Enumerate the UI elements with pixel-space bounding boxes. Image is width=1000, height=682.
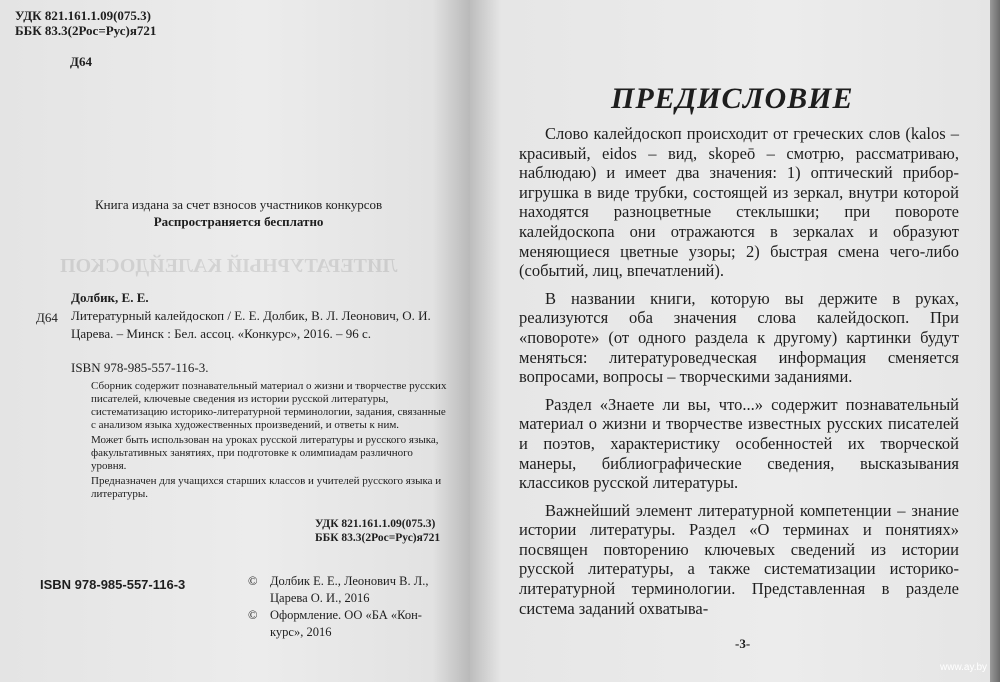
book-edge-shadow <box>990 0 1000 682</box>
copyright-text: Оформление. ОО «БА «Кон- <box>270 608 422 622</box>
annotation-paragraph: Сборник содержит познавательный материал о жизни и творчестве русских писателей, ключевые сведения из истории русской литературы, систематизацию историко-литературной терминологии, задания, связанные с анализом языка художественных произведений, и ответы к ним. <box>91 380 447 431</box>
udk-block-top <box>15 8 156 38</box>
copyright-line <box>248 573 428 590</box>
udk-line: УДК 821.161.1.09(075.3) <box>15 8 152 23</box>
free-distribution-line: Распространяется бесплатно <box>153 214 324 229</box>
copyright-line <box>248 624 428 641</box>
copyright-symbol <box>248 624 270 641</box>
annotation-paragraph: Может быть использован на уроках русской литературы и русского языка, факультативных занятиях, при подготовке к олимпиадам различного уровня. <box>91 434 439 472</box>
udk-line: УДК 821.161.1.09(075.3) <box>315 518 436 530</box>
foreword-paragraph: В названии книги, которую вы держите в руках, реализуются оба значения слова калейдоскоп. При «повороте» (от одного раздела к другому) картинки будут меняться: литературоведческая информация сменяется вопросами, вопросы – творческими заданиями. <box>519 288 959 387</box>
isbn-bottom: ISBN 978-985-557-116-3 <box>40 577 186 592</box>
foreword-paragraph: Важнейший элемент литературной компетенции – знание истории литературы. Раздел «О терминах и понятиях» посвящен повторению ключевых сведений из истории русской литературы, а также систематизации историко-литературной терминологии. Представленная в разделе система заданий охватыва- <box>519 500 959 618</box>
copyright-block <box>248 573 428 641</box>
bleed-through-text: ЛИТЕРАТУРНЫЙ КАЛЕЙДОСКОП <box>60 255 398 277</box>
funding-block <box>95 196 382 230</box>
copyright-line <box>248 607 428 624</box>
author-mark-top: Д64 <box>70 54 92 69</box>
copyright-symbol: © <box>248 608 258 622</box>
page-heading: ПРЕДИСЛОВИЕ <box>611 82 854 115</box>
catalog-entry <box>71 289 449 343</box>
copyright-symbol <box>248 590 270 607</box>
copyright-symbol: © <box>248 574 258 588</box>
annotation-paragraph: Предназначен для учащихся старших классов и учителей русского языка и литературы. <box>91 475 442 500</box>
left-page <box>0 0 470 682</box>
page-number: -3- <box>735 636 751 651</box>
foreword-paragraph: Раздел «Знаете ли вы, что...» содержит познавательный материал о жизни и творчестве известных русских писателей и поэтов, характеристику особенностей их творческой манеры, библиографические сведения, высказывания классиков русской литературы. <box>519 394 959 493</box>
catalog-author: Долбик, Е. Е. <box>71 290 149 305</box>
catalog-side-mark: Д64 <box>36 310 58 325</box>
isbn-line: ISBN 978-985-557-116-3. <box>71 360 209 375</box>
copyright-line <box>248 590 428 607</box>
foreword-body <box>519 124 959 626</box>
watermark: www.ay.by <box>940 662 988 673</box>
bbk-line: ББК 83.3(2Рос=Рус)я721 <box>15 23 157 38</box>
copyright-text: курс», 2016 <box>270 625 332 639</box>
catalog-description: Литературный калейдоскоп / Е. Е. Долбик, В. Л. Леонович, О. И. Царева. – Минск : Бел. ассоц. «Конкурс», 2016. – 96 с. <box>71 308 431 341</box>
annotation <box>91 380 449 503</box>
funding-line: Книга издана за счет взносов участников конкурсов <box>95 197 383 212</box>
bbk-line: ББК 83.3(2Рос=Рус)я721 <box>315 532 441 544</box>
copyright-text: Долбик Е. Е., Леонович В. Л., <box>270 574 429 588</box>
udk-block-bottom <box>315 517 440 545</box>
foreword-paragraph: Слово калейдоскоп происходит от греческих слов (kalos – красивый, eidos – вид, skopeō – смотрю, рассматриваю, наблюдаю) и имеет два значения: 1) оптический прибор-игрушка в виде трубки, состоящей из зеркал, внутри которой находятся разноцветные стеклышки; при повороте калейдоскопа они отражаются в зеркалах и образуют меняющиеся цветные узоры; 2) быстрая смена чего-либо (событий, лиц, впечатлений). <box>519 124 959 281</box>
copyright-text: Царева О. И., 2016 <box>270 591 370 605</box>
